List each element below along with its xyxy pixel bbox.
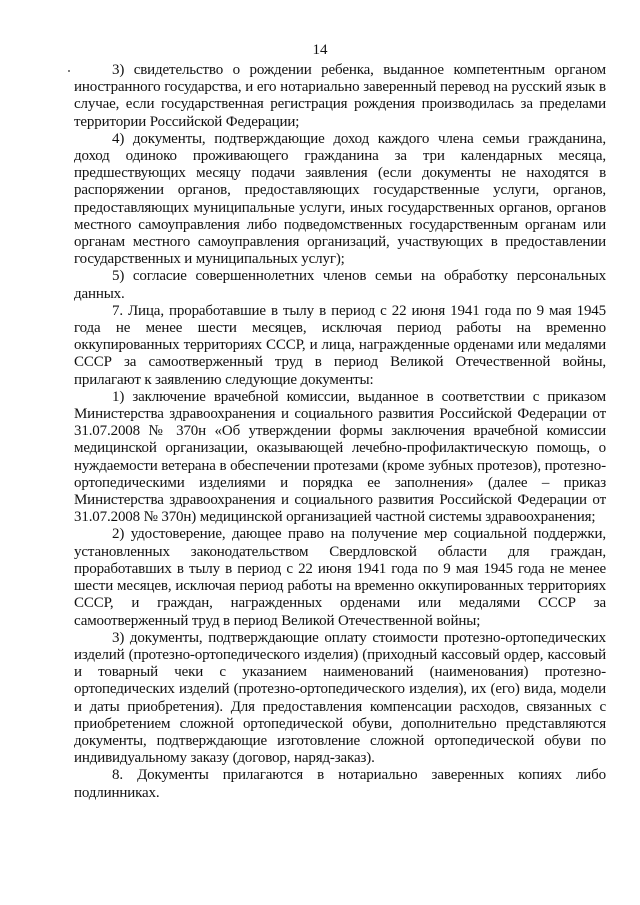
paragraph-certificate: 2) удостоверение, дающее право на получение мер социальной поддержки, установленных законодательством Свердловской области для граждан, проработавших в тылу в период с 22 июня 1941 года по 9 мая 1945 года не менее шести месяцев, исключая период работы на временно оккупированных территориях СССР, и граждан, награжденных орденами или медалями СССР за самоотверженный труд в период Великой Отечественной войны; xyxy=(74,526,606,629)
page-number: 14 xyxy=(312,42,328,58)
document-body xyxy=(74,62,606,802)
paragraph-consent: 5) согласие совершеннолетних членов семьи на обработку персональных данных. xyxy=(74,268,606,302)
paragraph-birth-certificate: 3) свидетельство о рождении ребенка, выданное компетентным органом иностранного государства, и его нотариально заверенный перевод на русский язык в случае, если государственная регистрация рождения производилась за пределами территории Российской Федерации; xyxy=(74,62,606,130)
scan-artifact-dot xyxy=(68,70,70,72)
paragraph-medical-commission: 1) заключение врачебной комиссии, выданное в соответствии с приказом Министерства здравоохранения и социального развития Российской Федерации от 31.07.2008 № 370н «Об утверждении формы заключения врачебной комиссии медицинской организации, оказывающей лечебно-профилактическую помощь, о нуждаемости ветерана в обеспечении протезами (кроме зубных протезов), протезно-ортопедическими изделиями и порядка ее заполнения» (далее – приказ Министерства здравоохранения и социального развития Российской Федерации от 31.07.2008 № 370н) медицинской организацией частной системы здравоохранения; xyxy=(74,388,606,526)
paragraph-payment-documents: 3) документы, подтверждающие оплату стоимости протезно-ортопедических изделий (протезно-ортопедического изделия) (приходный кассовый ордер, кассовый и товарный чеки с указанием наименований (наименования) протезно-ортопедических изделий (протезно-ортопедического изделия), их (его) вида, модели и даты приобретения). Для предоставления компенсации расходов, связанных с приобретением сложной ортопедической обуви, дополнительно представляются документы, подтверждающие изготовление сложной ортопедической обуви по индивидуальному заказу (договор, наряд-заказ). xyxy=(74,629,606,767)
paragraph-section-8: 8. Документы прилагаются в нотариально заверенных копиях либо подлинниках. xyxy=(74,767,606,801)
paragraph-income-documents: 4) документы, подтверждающие доход каждого члена семьи гражданина, доход одиноко проживающего гражданина за три календарных месяца, предшествующих месяцу подачи заявления (если документы не находятся в распоряжении органов, предоставляющих государственные услуги, органов, предоставляющих муниципальные услуги, иных государственных органов, органов местного самоуправления либо подведомственных государственным органам или органам местного самоуправления организаций, участвующих в предоставлении государственных и муниципальных услуг); xyxy=(74,130,606,268)
paragraph-section-7: 7. Лица, проработавшие в тылу в период с 22 июня 1941 года по 9 мая 1945 года не менее шести месяцев, исключая период работы на временно оккупированных территориях СССР, и лица, награжденные орденами или медалями СССР за самоотверженный труд в период Великой Отечественной войны, прилагают к заявлению следующие документы: xyxy=(74,302,606,388)
